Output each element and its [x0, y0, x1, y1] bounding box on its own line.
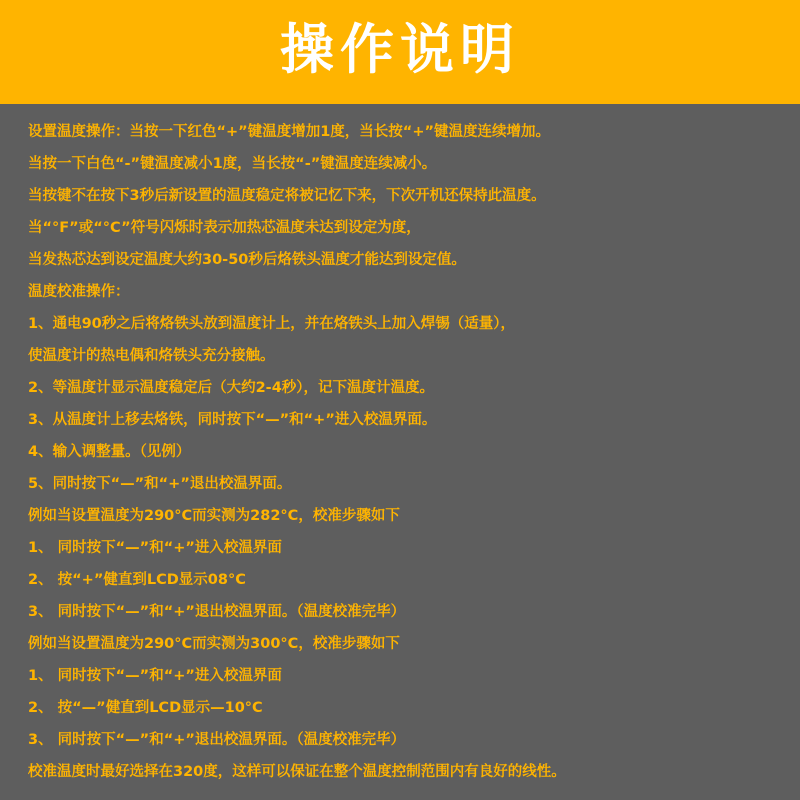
- instruction-line: 当发热芯达到设定温度大约30-50秒后烙铁头温度才能达到设定值。: [28, 252, 466, 268]
- instructions-body: [28, 119, 788, 791]
- calibration-step: 2、等温度计显示温度稳定后（大约2-4秒），记下温度计温度。: [28, 380, 435, 396]
- instruction-line: 当按键不在按下3秒后新设置的温度稳定将被记忆下来，下次开机还保持此温度。: [28, 188, 546, 204]
- closing-note: 校准温度时最好选择在320度，这样可以保证在整个温度控制范围内有良好的线性。: [28, 764, 566, 780]
- calibration-step: 使温度计的热电偶和烙铁头充分接触。: [28, 348, 275, 364]
- example-step: 2、 按“—”健直到LCD显示—10°C: [28, 700, 263, 716]
- calibration-step: 3、从温度计上移去烙铁，同时按下“—”和“+”进入校温界面。: [28, 412, 437, 428]
- example-step: 3、 同时按下“—”和“+”退出校温界面。（温度校准完毕）: [28, 604, 406, 620]
- example-step: 1、 同时按下“—”和“+”进入校温界面: [28, 540, 282, 556]
- instruction-line: 设置温度操作：当按一下红色“+”键温度增加1度，当长按“+”键温度连续增加。: [28, 124, 551, 140]
- example-step: 3、 同时按下“—”和“+”退出校温界面。（温度校准完毕）: [28, 732, 406, 748]
- calibration-step: 5、同时按下“—”和“+”退出校温界面。: [28, 476, 292, 492]
- example-heading: 例如当设置温度为290°C而实测为282°C，校准步骤如下: [28, 508, 400, 524]
- calibration-step: 1、通电90秒之后将烙铁头放到温度计上，并在烙铁头上加入焊锡（适量），: [28, 316, 516, 332]
- instruction-line: 当按一下白色“-”键温度减小1度，当长按“-”键温度连续减小。: [28, 156, 437, 172]
- instruction-line: 当“°F”或“°C”符号闪烁时表示加热芯温度未达到设定为度，: [28, 220, 421, 236]
- page-title: 操作说明: [280, 18, 520, 81]
- example-step: 1、 同时按下“—”和“+”进入校温界面: [28, 668, 282, 684]
- example-step: 2、 按“+”健直到LCD显示08°C: [28, 572, 246, 588]
- example-heading: 例如当设置温度为290°C而实测为300°C，校准步骤如下: [28, 636, 400, 652]
- title-banner: [0, 0, 800, 104]
- calibration-step: 4、输入调整量。（见例）: [28, 444, 191, 460]
- section-heading-calibration: 温度校准操作：: [28, 284, 130, 300]
